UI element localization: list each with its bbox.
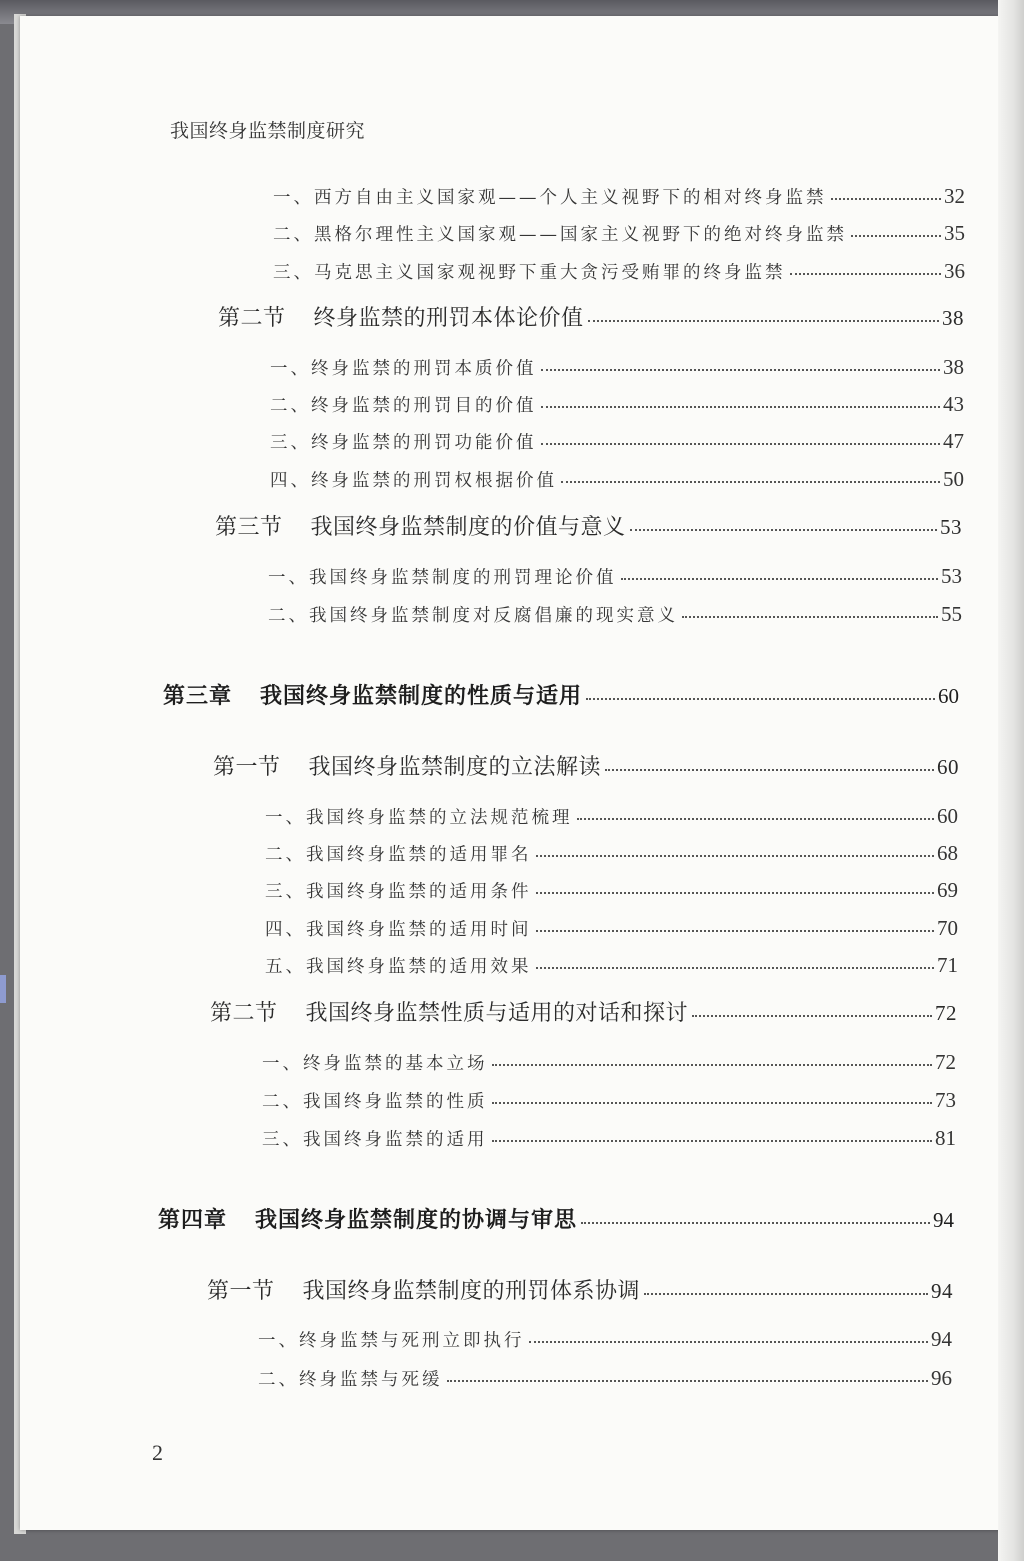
toc-page-number: 43 bbox=[943, 392, 964, 416]
toc-entry-title: 三、我国终身监禁的适用 bbox=[262, 1130, 488, 1150]
toc-entry bbox=[262, 1090, 956, 1112]
toc-section bbox=[218, 308, 964, 330]
toc-section bbox=[215, 517, 962, 539]
page-number: 2 bbox=[152, 1440, 163, 1465]
toc-chapter-title: 我国终身监禁制度的性质与适用 bbox=[260, 684, 583, 709]
toc-entry bbox=[273, 261, 965, 283]
toc-entry bbox=[268, 604, 962, 626]
toc-entry-title: 三、终身监禁的刑罚功能价值 bbox=[270, 433, 537, 453]
toc-page-number: 96 bbox=[931, 1366, 952, 1390]
toc-entry-title: 四、终身监禁的刑罚权根据价值 bbox=[270, 471, 557, 491]
toc-page-number: 69 bbox=[937, 878, 958, 902]
dot-leader bbox=[492, 1140, 933, 1142]
toc-chapter bbox=[163, 686, 959, 708]
toc-page-number: 70 bbox=[937, 916, 958, 940]
toc-section-title: 终身监禁的刑罚本体论价值 bbox=[313, 306, 584, 331]
toc-section-number: 第一节 bbox=[207, 1279, 275, 1304]
dot-leader bbox=[492, 1102, 933, 1104]
toc-entry bbox=[268, 566, 962, 588]
dot-leader bbox=[541, 369, 941, 371]
toc-section bbox=[213, 757, 959, 779]
toc-section-number: 第一节 bbox=[213, 755, 281, 780]
toc-entry-title: 二、我国终身监禁的适用罪名 bbox=[265, 845, 532, 865]
toc-entry-title: 一、终身监禁的刑罚本质价值 bbox=[270, 359, 537, 379]
toc-section-title: 我国终身监禁性质与适用的对话和探讨 bbox=[305, 1001, 689, 1026]
toc-page-number: 60 bbox=[938, 684, 959, 708]
dot-leader bbox=[621, 578, 939, 580]
toc-page-number: 68 bbox=[937, 841, 958, 865]
dot-leader bbox=[682, 616, 938, 618]
toc-page-number: 94 bbox=[931, 1279, 953, 1303]
toc-chapter-number: 第四章 bbox=[158, 1208, 228, 1233]
toc-section bbox=[210, 1003, 957, 1025]
dot-leader bbox=[536, 892, 935, 894]
toc-entry-title: 二、终身监禁的刑罚目的价值 bbox=[270, 396, 537, 416]
toc-page-number: 81 bbox=[935, 1126, 956, 1150]
toc-page-number: 38 bbox=[942, 306, 964, 330]
toc-entry bbox=[265, 918, 958, 940]
dot-leader bbox=[630, 529, 937, 531]
dot-leader bbox=[605, 769, 934, 771]
toc-page-number: 60 bbox=[937, 804, 958, 828]
toc-page-number: 36 bbox=[944, 259, 965, 283]
toc-entry-title: 二、终身监禁与死缓 bbox=[258, 1370, 443, 1390]
toc-entry bbox=[270, 469, 964, 491]
toc-page-number: 53 bbox=[940, 515, 962, 539]
toc-section bbox=[207, 1281, 953, 1303]
toc-entry-title: 二、黑格尔理性主义国家观——国家主义视野下的绝对终身监禁 bbox=[273, 225, 847, 245]
dot-leader bbox=[536, 967, 935, 969]
toc-page-number: 32 bbox=[944, 184, 965, 208]
toc-entry bbox=[273, 223, 965, 245]
dot-leader bbox=[529, 1341, 929, 1343]
toc-entry-title: 一、西方自由主义国家观——个人主义视野下的相对终身监禁 bbox=[273, 188, 827, 208]
toc-entry-title: 三、我国终身监禁的适用条件 bbox=[265, 882, 532, 902]
toc-entry-title: 五、我国终身监禁的适用效果 bbox=[265, 957, 532, 977]
toc-entry-title: 二、我国终身监禁制度对反腐倡廉的现实意义 bbox=[268, 606, 678, 626]
toc-chapter-title: 我国终身监禁制度的协调与审思 bbox=[255, 1208, 578, 1233]
toc-entry bbox=[265, 955, 958, 977]
toc-entry bbox=[273, 186, 965, 208]
dot-leader bbox=[536, 855, 935, 857]
dot-leader bbox=[851, 235, 941, 237]
toc-page-number: 72 bbox=[935, 1050, 956, 1074]
toc-entry-title: 三、马克思主义国家观视野下重大贪污受贿罪的终身监禁 bbox=[273, 263, 786, 283]
toc-section-number: 第三节 bbox=[215, 515, 283, 540]
toc-entry bbox=[258, 1329, 952, 1351]
running-header: 我国终身监禁制度研究 bbox=[170, 120, 366, 142]
toc-page-number: 47 bbox=[943, 429, 964, 453]
dot-leader bbox=[447, 1380, 929, 1382]
toc-entry-title: 二、我国终身监禁的性质 bbox=[262, 1092, 488, 1112]
dot-leader bbox=[541, 443, 941, 445]
toc-section-title: 我国终身监禁制度的价值与意义 bbox=[310, 515, 626, 540]
toc-entry-title: 一、终身监禁与死刑立即执行 bbox=[258, 1331, 525, 1351]
dot-leader bbox=[577, 818, 935, 820]
toc-page-number: 73 bbox=[935, 1088, 956, 1112]
dot-leader bbox=[581, 1222, 930, 1224]
toc-entry bbox=[262, 1128, 956, 1150]
toc-page-number: 53 bbox=[941, 564, 962, 588]
toc-page-number: 38 bbox=[943, 355, 964, 379]
toc-section-number: 第二节 bbox=[218, 306, 286, 331]
dot-leader bbox=[492, 1064, 933, 1066]
dot-leader bbox=[692, 1015, 932, 1017]
toc-page-number: 72 bbox=[935, 1001, 957, 1025]
toc-entry bbox=[270, 431, 964, 453]
dot-leader bbox=[541, 406, 941, 408]
toc-chapter-number: 第三章 bbox=[163, 684, 233, 709]
toc-page-number: 35 bbox=[944, 221, 965, 245]
toc-section-title: 我国终身监禁制度的立法解读 bbox=[308, 755, 602, 780]
toc-entry bbox=[270, 357, 964, 379]
toc-page-number: 94 bbox=[931, 1327, 952, 1351]
toc-page-number: 94 bbox=[933, 1208, 954, 1232]
dot-leader bbox=[831, 198, 942, 200]
toc-page-number: 50 bbox=[943, 467, 964, 491]
toc-entry-title: 一、我国终身监禁的立法规范梳理 bbox=[265, 808, 573, 828]
toc-section-number: 第二节 bbox=[210, 1001, 278, 1026]
toc-section-title: 我国终身监禁制度的刑罚体系协调 bbox=[302, 1279, 641, 1304]
toc-entry bbox=[265, 880, 958, 902]
dot-leader bbox=[790, 273, 942, 275]
page-right-edge bbox=[998, 0, 1024, 1561]
toc-page-number: 55 bbox=[941, 602, 962, 626]
toc-entry bbox=[265, 806, 958, 828]
toc-entry bbox=[258, 1368, 952, 1390]
toc-entry-title: 一、我国终身监禁制度的刑罚理论价值 bbox=[268, 568, 617, 588]
toc-chapter bbox=[158, 1210, 954, 1232]
toc-entry bbox=[262, 1052, 956, 1074]
dot-leader bbox=[586, 698, 935, 700]
dot-leader bbox=[536, 930, 935, 932]
scan-edge-mark bbox=[0, 975, 6, 1003]
toc-entry bbox=[270, 394, 964, 416]
toc-entry-title: 四、我国终身监禁的适用时间 bbox=[265, 920, 532, 940]
dot-leader bbox=[561, 481, 940, 483]
dot-leader bbox=[588, 320, 939, 322]
toc-page-number: 60 bbox=[937, 755, 959, 779]
dot-leader bbox=[644, 1293, 928, 1295]
toc-entry-title: 一、终身监禁的基本立场 bbox=[262, 1054, 488, 1074]
toc-entry bbox=[265, 843, 958, 865]
toc-page-number: 71 bbox=[937, 953, 958, 977]
